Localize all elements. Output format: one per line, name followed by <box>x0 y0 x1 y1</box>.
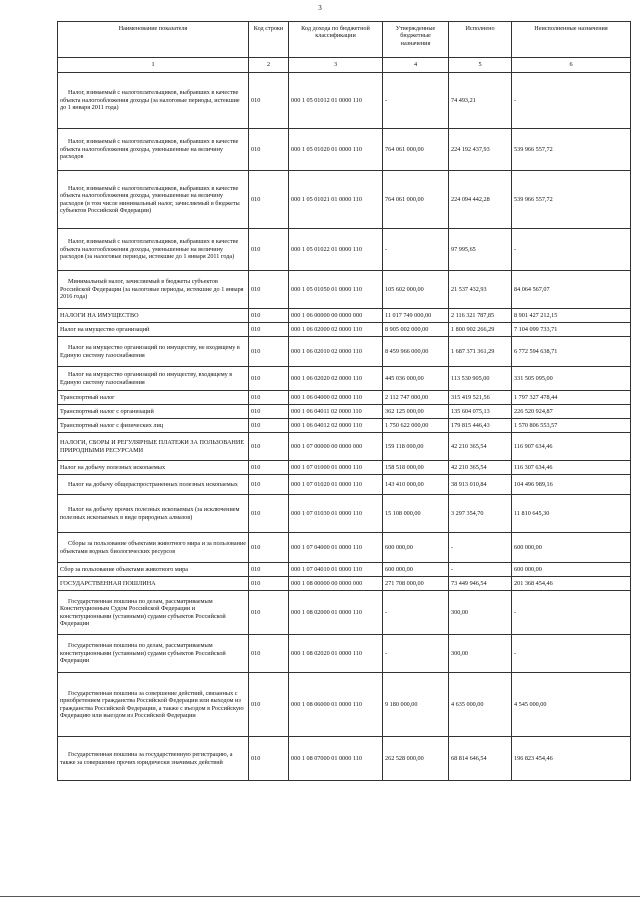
row-unexecuted: 4 545 000,00 <box>512 673 631 737</box>
row-line-code: 010 <box>249 229 289 271</box>
row-approved: 11 017 749 000,00 <box>383 309 449 323</box>
row-name: Налог, взимаемый с налогоплательщиков, выбравших в качестве объекта налогообложения доходы (за налоговые периоды, истекшие до 1 января 2011 года) <box>58 73 249 129</box>
row-name: ГОСУДАРСТВЕННАЯ ПОШЛИНА <box>58 577 249 591</box>
row-line-code: 010 <box>249 309 289 323</box>
row-line-code: 010 <box>249 405 289 419</box>
row-budget-code: 000 1 06 02000 02 0000 110 <box>289 323 383 337</box>
table-row <box>58 673 631 737</box>
row-line-code: 010 <box>249 563 289 577</box>
row-name: Сборы за пользование объектами животного мира и за пользование объектами водных биологических ресурсов <box>58 533 249 563</box>
row-name: Налог, взимаемый с налогоплательщиков, выбравших в качестве объекта налогообложения доходы, уменьшенные на величину расходов (в том числе минимальный налог, зачисляемый в бюджеты субъектов Российской Федерации) <box>58 171 249 229</box>
row-approved: 445 036 000,00 <box>383 367 449 391</box>
row-approved: 1 750 622 000,00 <box>383 419 449 433</box>
row-line-code: 010 <box>249 323 289 337</box>
row-approved: 105 602 000,00 <box>383 271 449 309</box>
row-line-code: 010 <box>249 591 289 635</box>
row-unexecuted: 196 823 454,46 <box>512 737 631 781</box>
row-approved: 158 518 000,00 <box>383 461 449 475</box>
row-line-code: 010 <box>249 577 289 591</box>
row-name: Сбор за пользование объектами животного мира <box>58 563 249 577</box>
row-approved: - <box>383 229 449 271</box>
row-approved: 262 528 000,00 <box>383 737 449 781</box>
row-line-code: 010 <box>249 461 289 475</box>
row-unexecuted: 600 000,00 <box>512 563 631 577</box>
row-unexecuted: 116 307 634,46 <box>512 461 631 475</box>
table-row <box>58 229 631 271</box>
row-line-code: 010 <box>249 673 289 737</box>
row-executed: 68 814 646,54 <box>449 737 512 781</box>
row-unexecuted: 201 368 454,46 <box>512 577 631 591</box>
row-budget-code: 000 1 05 01050 01 0000 110 <box>289 271 383 309</box>
row-unexecuted: 226 520 924,87 <box>512 405 631 419</box>
row-name: Налог на имущество организаций по имуществу, не входящему в Единую систему газоснабжения <box>58 337 249 367</box>
table-row <box>58 323 631 337</box>
row-approved: 764 061 000,00 <box>383 171 449 229</box>
row-approved: 271 708 000,00 <box>383 577 449 591</box>
row-executed: 3 297 354,70 <box>449 495 512 533</box>
row-executed: 315 419 521,56 <box>449 391 512 405</box>
row-line-code: 010 <box>249 495 289 533</box>
row-name: Транспортный налог с организаций <box>58 405 249 419</box>
row-budget-code: 000 1 06 04011 02 0000 110 <box>289 405 383 419</box>
row-line-code: 010 <box>249 171 289 229</box>
table-row <box>58 577 631 591</box>
row-unexecuted: 84 064 567,07 <box>512 271 631 309</box>
row-executed: 42 210 365,54 <box>449 461 512 475</box>
row-unexecuted: 7 104 099 733,71 <box>512 323 631 337</box>
table-row <box>58 271 631 309</box>
row-budget-code: 000 1 07 04000 01 0000 110 <box>289 533 383 563</box>
header-line-code: Код строки <box>249 22 289 58</box>
row-budget-code: 000 1 05 01021 01 0000 110 <box>289 171 383 229</box>
row-name: НАЛОГИ, СБОРЫ И РЕГУЛЯРНЫЕ ПЛАТЕЖИ ЗА ПОЛЬЗОВАНИЕ ПРИРОДНЫМИ РЕСУРСАМИ <box>58 433 249 461</box>
row-unexecuted: 600 000,00 <box>512 533 631 563</box>
row-budget-code: 000 1 07 01000 01 0000 110 <box>289 461 383 475</box>
table-row <box>58 635 631 673</box>
table-row <box>58 419 631 433</box>
table-row <box>58 171 631 229</box>
row-approved: 8 905 002 000,00 <box>383 323 449 337</box>
column-number: 3 <box>289 58 383 73</box>
row-budget-code: 000 1 05 01020 01 0000 110 <box>289 129 383 171</box>
column-number: 4 <box>383 58 449 73</box>
row-executed: - <box>449 563 512 577</box>
row-approved: 9 180 000,00 <box>383 673 449 737</box>
table-row <box>58 73 631 129</box>
row-executed: 4 635 000,00 <box>449 673 512 737</box>
row-executed: 2 116 321 787,85 <box>449 309 512 323</box>
row-budget-code: 000 1 06 04012 02 0000 110 <box>289 419 383 433</box>
row-unexecuted: 539 966 557,72 <box>512 171 631 229</box>
column-number: 1 <box>58 58 249 73</box>
table-row <box>58 533 631 563</box>
row-unexecuted: - <box>512 73 631 129</box>
row-executed: 300,00 <box>449 591 512 635</box>
row-budget-code: 000 1 07 04010 01 0000 110 <box>289 563 383 577</box>
row-unexecuted: 1 797 327 478,44 <box>512 391 631 405</box>
column-number: 5 <box>449 58 512 73</box>
row-approved: - <box>383 591 449 635</box>
row-line-code: 010 <box>249 475 289 495</box>
table-row <box>58 337 631 367</box>
row-approved: 362 125 000,00 <box>383 405 449 419</box>
row-unexecuted: - <box>512 591 631 635</box>
row-budget-code: 000 1 08 02000 01 0000 110 <box>289 591 383 635</box>
row-line-code: 010 <box>249 635 289 673</box>
row-approved: 2 112 747 000,00 <box>383 391 449 405</box>
row-budget-code: 000 1 05 01022 01 0000 110 <box>289 229 383 271</box>
row-name: Транспортный налог <box>58 391 249 405</box>
row-name: Транспортный налог с физических лиц <box>58 419 249 433</box>
table-row <box>58 591 631 635</box>
table-row <box>58 563 631 577</box>
row-name: Минимальный налог, зачисляемый в бюджеты субъектов Российской Федерации (за налоговые периоды, истекшие до 1 января 2016 года) <box>58 271 249 309</box>
row-executed: 38 913 010,84 <box>449 475 512 495</box>
row-unexecuted: - <box>512 635 631 673</box>
row-line-code: 010 <box>249 533 289 563</box>
row-executed: 135 604 075,13 <box>449 405 512 419</box>
row-approved: 600 000,00 <box>383 533 449 563</box>
row-executed: 179 815 446,43 <box>449 419 512 433</box>
row-executed: 42 210 365,54 <box>449 433 512 461</box>
row-unexecuted: 331 505 095,00 <box>512 367 631 391</box>
row-approved: - <box>383 73 449 129</box>
row-unexecuted: 11 810 645,30 <box>512 495 631 533</box>
row-line-code: 010 <box>249 73 289 129</box>
row-executed: 224 094 442,28 <box>449 171 512 229</box>
row-budget-code: 000 1 06 02020 02 0000 110 <box>289 367 383 391</box>
row-approved: 159 118 000,00 <box>383 433 449 461</box>
row-budget-code: 000 1 05 01012 01 0000 110 <box>289 73 383 129</box>
row-executed: 1 800 902 266,29 <box>449 323 512 337</box>
page-number: 3 <box>318 4 322 12</box>
row-approved: 8 459 966 000,00 <box>383 337 449 367</box>
row-name: Налог на добычу общераспространенных полезных ископаемых <box>58 475 249 495</box>
header-executed: Исполнено <box>449 22 512 58</box>
row-name: Налог на добычу полезных ископаемых <box>58 461 249 475</box>
column-number: 6 <box>512 58 631 73</box>
row-executed: 113 530 905,00 <box>449 367 512 391</box>
row-unexecuted: 1 570 806 553,57 <box>512 419 631 433</box>
row-approved: 600 000,00 <box>383 563 449 577</box>
budget-execution-table <box>57 21 631 781</box>
row-executed: 97 995,65 <box>449 229 512 271</box>
row-unexecuted: 8 901 427 212,15 <box>512 309 631 323</box>
header-budget-code: Код дохода по бюджетной классификации <box>289 22 383 58</box>
row-line-code: 010 <box>249 367 289 391</box>
table-row <box>58 433 631 461</box>
row-budget-code: 000 1 08 00000 00 0000 000 <box>289 577 383 591</box>
row-name: Налог на имущество организаций по имуществу, входящему в Единую систему газоснабжения <box>58 367 249 391</box>
row-executed: - <box>449 533 512 563</box>
row-line-code: 010 <box>249 129 289 171</box>
row-line-code: 010 <box>249 271 289 309</box>
row-line-code: 010 <box>249 433 289 461</box>
table-row <box>58 475 631 495</box>
row-executed: 1 687 371 361,29 <box>449 337 512 367</box>
row-name: Государственная пошлина за государственную регистрацию, а также за совершение прочих юридически значимых действий <box>58 737 249 781</box>
row-budget-code: 000 1 06 00000 00 0000 000 <box>289 309 383 323</box>
row-executed: 21 537 432,93 <box>449 271 512 309</box>
table-row <box>58 495 631 533</box>
row-unexecuted: 116 907 634,46 <box>512 433 631 461</box>
row-budget-code: 000 1 07 01030 01 0000 110 <box>289 495 383 533</box>
row-name: Налог на имущество организаций <box>58 323 249 337</box>
row-line-code: 010 <box>249 419 289 433</box>
row-name: Налог на добычу прочих полезных ископаемых (за исключением полезных ископаемых в виде природных алмазов) <box>58 495 249 533</box>
row-line-code: 010 <box>249 737 289 781</box>
row-approved: 15 108 000,00 <box>383 495 449 533</box>
table-row <box>58 461 631 475</box>
row-unexecuted: 539 966 557,72 <box>512 129 631 171</box>
row-executed: 224 192 437,93 <box>449 129 512 171</box>
header-name: Наименование показателя <box>58 22 249 58</box>
table-row <box>58 737 631 781</box>
row-executed: 300,00 <box>449 635 512 673</box>
row-budget-code: 000 1 08 02020 01 0000 110 <box>289 635 383 673</box>
row-unexecuted: - <box>512 229 631 271</box>
header-unexecuted: Неисполненные назначения <box>512 22 631 58</box>
header-approved: Утвержденные бюджетные назначения <box>383 22 449 58</box>
table-row <box>58 367 631 391</box>
table-row <box>58 405 631 419</box>
table-row <box>58 309 631 323</box>
row-unexecuted: 104 496 989,16 <box>512 475 631 495</box>
row-executed: 74 493,21 <box>449 73 512 129</box>
row-approved: 764 061 000,00 <box>383 129 449 171</box>
row-name: Государственная пошлина по делам, рассматриваемым Конституционным Судом Российской Федерации и конституционными (уставными) судами субъектов Российской Федерации <box>58 591 249 635</box>
row-approved: 143 410 000,00 <box>383 475 449 495</box>
row-name: Государственная пошлина за совершение действий, связанных с приобретением гражданства Российской Федерации или выходом из гражданства Российской Федерации, а также с въездом в Российскую Федерацию или выездом из Российской Федерации <box>58 673 249 737</box>
row-approved: - <box>383 635 449 673</box>
row-budget-code: 000 1 07 01020 01 0000 110 <box>289 475 383 495</box>
row-budget-code: 000 1 08 06000 01 0000 110 <box>289 673 383 737</box>
column-number-row <box>58 58 631 73</box>
row-name: Налог, взимаемый с налогоплательщиков, выбравших в качестве объекта налогообложения доходы, уменьшенные на величину расходов (за налоговые периоды, истекшие до 1 января 2011 года) <box>58 229 249 271</box>
page-bottom-rule <box>0 896 640 897</box>
row-line-code: 010 <box>249 337 289 367</box>
column-number: 2 <box>249 58 289 73</box>
table-row <box>58 129 631 171</box>
row-unexecuted: 6 772 594 638,71 <box>512 337 631 367</box>
row-budget-code: 000 1 08 07000 01 0000 110 <box>289 737 383 781</box>
row-budget-code: 000 1 06 02010 02 0000 110 <box>289 337 383 367</box>
row-name: Налог, взимаемый с налогоплательщиков, выбравших в качестве объекта налогообложения доходы, уменьшенные на величину расходов <box>58 129 249 171</box>
table-row <box>58 391 631 405</box>
row-executed: 73 449 946,54 <box>449 577 512 591</box>
row-name: НАЛОГИ НА ИМУЩЕСТВО <box>58 309 249 323</box>
row-budget-code: 000 1 07 00000 00 0000 000 <box>289 433 383 461</box>
row-line-code: 010 <box>249 391 289 405</box>
header-row <box>58 22 631 58</box>
row-budget-code: 000 1 06 04000 02 0000 110 <box>289 391 383 405</box>
row-name: Государственная пошлина по делам, рассматриваемым конституционными (уставными) судами субъектов Российской Федерации <box>58 635 249 673</box>
